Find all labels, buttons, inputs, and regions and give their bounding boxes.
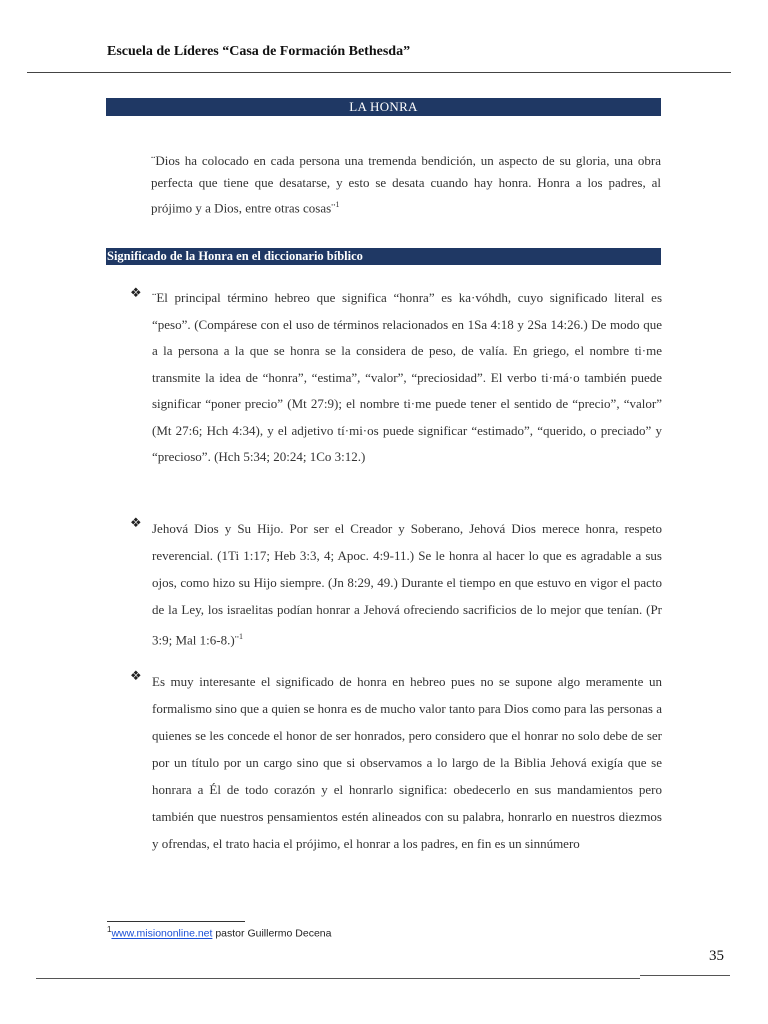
list-item bbox=[130, 515, 662, 653]
bullet-text: Jehová Dios y Su Hijo. Por ser el Creador y Soberano, Jehová Dios merece honra, respeto reverencial. (1Ti 1:17; Heb 3:3, 4; Apoc. 4:9-11.) Se le honra al hacer lo que es agradable a sus ojos, como hizo su Hijo siempre. (Jn 8:29, 49.) Durante el tiempo en que estuvo en vigor el pacto de la Ley, los israelitas podían honrar a Jehová ofreciendo sacrificios de lo mejor que tenían. (Pr 3:9; Mal 1:6-8.)¨ bbox=[152, 521, 662, 648]
intro-quote bbox=[151, 150, 661, 219]
list-item bbox=[130, 668, 662, 857]
footer-divider bbox=[36, 978, 640, 979]
section-heading: Significado de la Honra en el diccionario bíblico bbox=[107, 249, 363, 263]
diamond-bullet-icon: ❖ bbox=[130, 668, 142, 683]
header-divider bbox=[27, 72, 731, 73]
document-header-title: Escuela de Líderes “Casa de Formación Bethesda” bbox=[107, 44, 411, 59]
page-title: LA HONRA bbox=[349, 99, 418, 114]
list-item bbox=[130, 285, 662, 471]
footnote-ref: 1 bbox=[239, 632, 244, 641]
diamond-bullet-icon: ❖ bbox=[130, 515, 142, 530]
title-bar bbox=[106, 98, 661, 116]
bullet-text: ¨El principal término hebreo que significa “honra” es ka·vóhdh, cuyo significado literal es “peso”. (Compárese con el uso de términos relacionados en 1Sa 4:18 y 2Sa 14:26.) De modo que a la persona a la que se honra se la considera de peso, de valía. En griego, el nombre ti·me transmite la idea de “honra”, “estima”, “valor”, “preciosidad”. El verbo ti·má·o también puede significar “poner precio” (Mt 27:9); el nombre ti·me puede tener el sentido de “precio”, “valor” (Mt 27:6; Hch 4:34), y el adjetivo tí·mi·os puede significar “estimado”, “querido, o preciado” y “precioso”. (Hch 5:34; 20:24; 1Co 3:12.) bbox=[152, 290, 662, 464]
section-heading-bar bbox=[106, 248, 661, 265]
footnote-number: 1 bbox=[107, 925, 112, 934]
diamond-bullet-icon: ❖ bbox=[130, 285, 142, 300]
bullet-text: Es muy interesante el significado de honra en hebreo pues no se supone algo meramente un formalismo sino que a quien se honra es de mucho valor tanto para Dios como para las personas a quienes se les concede el honor de ser honrados, pero considero que el honrar no solo debe de ser por un título por un cargo sino que si observamos a lo largo de la Biblia Jehová exigía que se honrara a Él de todo corazón y el honrarlo significa: obedecerlo en sus mandamientos pero también que nuestros pensamientos estén alineados con su palabra, honrarlo en nuestros diezmos y ofrendas, el trato hacia el prójimo, el honrar a los padres, en fin es un sinnúmero bbox=[152, 674, 662, 851]
page-number: 35 bbox=[709, 948, 724, 964]
footer-divider-right bbox=[640, 975, 730, 976]
footnote-link[interactable]: www.misiononline.net bbox=[111, 927, 213, 940]
footnote bbox=[107, 925, 331, 940]
footnote-divider bbox=[107, 921, 245, 922]
footnote-ref: 1 bbox=[335, 200, 340, 209]
footnote-text: pastor Guillermo Decena bbox=[212, 927, 332, 940]
intro-quote-text: ¨Dios ha colocado en cada persona una tremenda bendición, un aspecto de su gloria, una obra perfecta que tiene que desatarse, y esto se desata cuando hay honra. Honra a los padres, al prójimo y a Dios, entre otras cosas¨ bbox=[151, 153, 661, 216]
